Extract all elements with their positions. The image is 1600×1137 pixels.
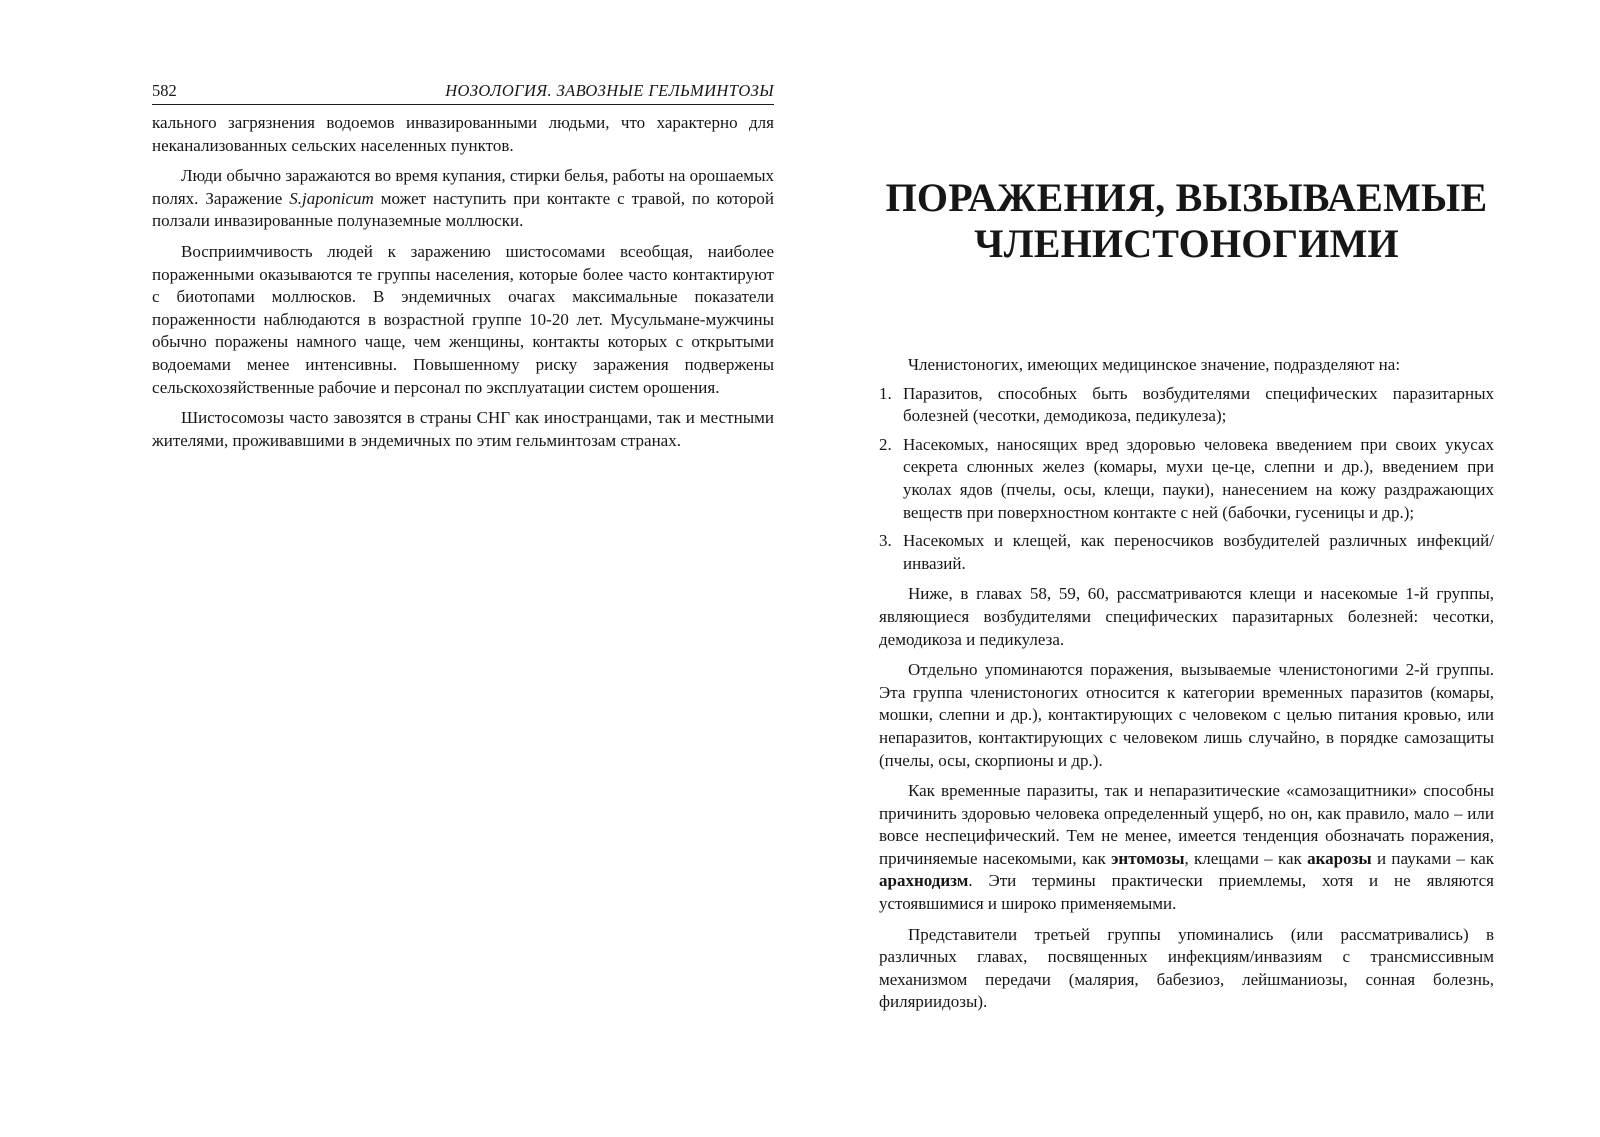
- paragraph: [152, 165, 774, 233]
- paragraph: Ниже, в главах 58, 59, 60, рассматриваются клещи и насекомые 1-й группы, являющиеся возбудителями специфических паразитарных болезней: чесотки, демодикоза и педикулеза.: [879, 584, 1494, 649]
- paragraph-text: , клещами – как: [1184, 848, 1308, 868]
- running-head: [152, 80, 774, 105]
- chapter-title-line: ЧЛЕНИСТОНОГИМИ: [974, 221, 1399, 266]
- paragraph: Восприимчивость людей к заражению шистосомами всеобщая, наиболее пораженными оказываются те группы населения, которые более часто контактируют с биотопами моллюсков. В эндемичных очагах максимальные показатели пораженности наблюдаются в возрастной группе 10-20 лет. Мусульмане-мужчины обычно поражены намного чаще, чем женщины, контакты которых с открытыми водоемами менее интенсивны. Повышенному риску заражения подвержены сельскохозяйственные рабочие и персонал по эксплуатации систем орошения.: [152, 241, 774, 397]
- chapter-title-line: ПОРАЖЕНИЯ, ВЫЗЫВАЕМЫЕ: [885, 175, 1488, 220]
- list-text: Паразитов, способных быть возбудителями специфических паразитарных болезней (чесотки, демодикоза, педикулеза);: [903, 383, 1494, 426]
- list-number: 3.: [879, 531, 892, 551]
- paragraph-text: Как временные паразиты, так и непаразитические «самозащитники» способны причинить здоровью человека определенный ущерб, но он, как правило, мало – или вовсе неспецифический. Тем не менее, имеется тенденция обозначать поражения, причиняемые насекомыми, как: [879, 781, 1494, 868]
- paragraph-text: и пауками – как: [1371, 848, 1494, 868]
- list-item: [879, 383, 1494, 428]
- chapter-title: [873, 175, 1500, 267]
- page-number: 582: [152, 81, 177, 100]
- classification-list: [879, 383, 1494, 576]
- paragraph: Представители третьей группы упоминались (или рассматривались) в различных главах, посвященных инфекциям/инвазиям с трансмиссивным механизмом передачи (малярия, бабезиоз, лейшманиозы, сонная болезнь, филяриидозы).: [879, 924, 1494, 1012]
- term-entomozy: энтомозы: [1111, 848, 1185, 868]
- term-akarozy: акарозы: [1307, 848, 1372, 868]
- right-page-body: [879, 354, 1494, 1014]
- list-number: 1.: [879, 383, 892, 403]
- paragraph-text: . Эти термины практически приемлемы, хотя и не являются устоявшимися и широко применяемыми.: [879, 871, 1494, 914]
- paragraph: кального загрязнения водоемов инвазированными людьми, что характерно для неканализованных сельских населенных пунктов.: [152, 113, 774, 155]
- list-item: [879, 530, 1494, 575]
- list-number: 2.: [879, 434, 892, 454]
- species-name: S.japonicum: [289, 188, 374, 208]
- list-item: [879, 434, 1494, 524]
- term-arakhnodizm: арахнодизм: [879, 871, 969, 891]
- list-text: Насекомых и клещей, как переносчиков возбудителей различных инфекций/инвазий.: [903, 531, 1494, 573]
- paragraph-text: Люди обычно заражаются во время купания, стирки белья, работы на орошаемых полях. Заражение: [152, 166, 774, 208]
- running-title: НОЗОЛОГИЯ. ЗАВОЗНЫЕ ГЕЛЬМИНТОЗЫ: [445, 81, 774, 100]
- intro-paragraph: Членистоногих, имеющих медицинское значение, подразделяют на:: [908, 355, 1401, 374]
- paragraph: [879, 780, 1494, 916]
- list-text: Насекомых, наносящих вред здоровью человека введением при своих укусах секрета слюнных желез (комары, мухи це-це, слепни и др.), введением при уколах ядов (пчелы, осы, клещи, пауки), нанесением на кожу раздражающих веществ при поверхностном контакте с ней (бабочки, гусеницы и др.);: [903, 434, 1494, 522]
- paragraph: Шистосомозы часто завозятся в страны СНГ как иностранцами, так и местными жителями, проживавшими в эндемичных по этим гельминтозам странах.: [152, 408, 774, 450]
- left-page-body: [152, 112, 774, 452]
- paragraph: Отдельно упоминаются поражения, вызываемые членистоногими 2-й группы. Эта группа членистоногих относится к категории временных паразитов (комары, мошки, слепни и др.), контактирующих с человеком с целью питания кровью, или непаразитов, контактирующих с человеком лишь случайно, в порядке самозащиты (пчелы, осы, скорпионы и др.).: [879, 660, 1494, 770]
- paragraph-text: может наступить при контакте с травой, по которой ползали инвазированные полуназемные моллюски.: [152, 188, 774, 231]
